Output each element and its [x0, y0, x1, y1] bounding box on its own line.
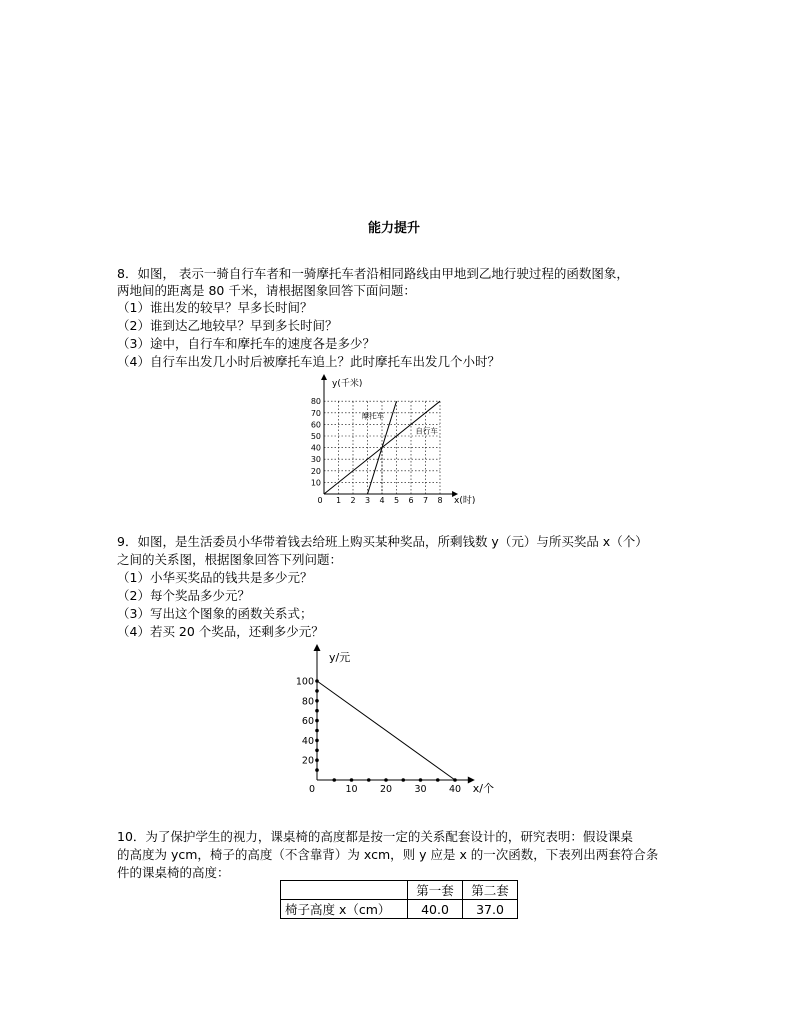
- x-tick-label: 5: [393, 496, 400, 505]
- y-axis-dot: [315, 729, 319, 733]
- y-tick-label: 20: [310, 466, 321, 476]
- table-row-label: 椅子高度 x（cm）: [281, 900, 408, 919]
- q8-line: 8．如图， 表示一骑自行车者和一骑摩托车者沿相同路线由甲地到乙地行驶过程的函数图象，: [117, 266, 629, 281]
- x-tick-label: 30: [414, 784, 427, 795]
- y-axis-arrow: [321, 374, 327, 380]
- y-tick-label: 30: [310, 455, 321, 465]
- y-axis-dot: [315, 719, 319, 723]
- x-tick-label: 0: [308, 784, 316, 795]
- q8-line: （1）谁出发的较早？早多长时间？: [117, 300, 313, 315]
- y-tick-label: 10: [310, 478, 321, 488]
- y-axis-dot: [315, 768, 319, 772]
- x-tick-label: 1: [335, 496, 342, 505]
- q9-line: （2）每个奖品多少元？: [117, 588, 250, 603]
- table-cell: 37.0: [463, 900, 518, 919]
- y-tick-label: 60: [301, 716, 314, 728]
- y-axis-label: y/元: [329, 651, 351, 664]
- table-header-cell: 第一套: [408, 881, 463, 900]
- x-axis-dot: [332, 778, 336, 782]
- y-axis-arrow: [314, 644, 321, 651]
- x-axis-dot: [384, 778, 388, 782]
- money-items-chart: [290, 640, 510, 805]
- q9-line: 9．如图，是生活委员小华带着钱去给班上购买某种奖品，所剩钱数 y（元）与所买奖品 x（个）: [117, 534, 648, 549]
- chair-height-table: [280, 880, 518, 919]
- y-tick-label: 80: [301, 696, 314, 708]
- series-line: [317, 681, 455, 780]
- q9-line: 之间的关系图，根据图象回答下列问题：: [117, 552, 343, 567]
- y-axis-dot: [315, 699, 319, 703]
- x-axis-dot: [401, 778, 405, 782]
- x-tick-label: 10: [345, 784, 358, 795]
- y-axis-dot: [315, 749, 319, 753]
- y-axis-label: y(千米): [332, 379, 363, 389]
- y-tick-label: 80: [310, 397, 321, 407]
- y-tick-label: 50: [310, 432, 321, 441]
- x-tick-label: 3: [364, 496, 371, 505]
- y-tick-label: 20: [301, 755, 314, 767]
- y-tick-label: 100: [295, 676, 314, 688]
- x-tick-label: 6: [408, 496, 414, 505]
- q9-line: （1）小华买奖品的钱共是多少元？: [117, 570, 313, 585]
- y-tick-label: 60: [310, 420, 321, 430]
- x-axis-dot: [436, 778, 440, 782]
- x-tick-label: 20: [379, 784, 393, 795]
- annotation-bicycle: 自行车: [415, 426, 438, 436]
- q10-line: 件的课桌椅的高度：: [117, 865, 230, 880]
- distance-time-chart: [300, 372, 500, 512]
- q10-line: 10．为了保护学生的视力，课桌椅的高度都是按一定的关系配套设计的，研究表明：假设课桌: [117, 829, 633, 844]
- q10-line: 的高度为 ycm，椅子的高度（不含靠背）为 xcm，则 y 应是 x 的一次函数，下表列出两套符合条: [117, 847, 659, 862]
- q8-line: （2）谁到达乙地较早？早到多长时间？: [117, 318, 338, 333]
- x-tick-label: 2: [350, 496, 356, 505]
- x-axis-dot: [367, 778, 371, 782]
- table-cell: 40.0: [408, 900, 463, 919]
- x-tick-label: 4: [379, 496, 385, 505]
- x-tick-label: 7: [422, 496, 429, 505]
- table-row: [281, 900, 518, 919]
- x-axis-label: x(时): [454, 496, 476, 506]
- x-axis-label: x/个: [472, 782, 495, 795]
- y-tick-label: 40: [301, 735, 314, 747]
- y-tick-label: 70: [310, 408, 321, 418]
- q9-line: （4）若买 20 个奖品，还剩多少元？: [117, 624, 324, 639]
- section-title: 能力提升: [368, 221, 421, 236]
- x-axis-dot: [350, 778, 354, 782]
- q9-line: （3）写出这个图象的函数关系式；: [117, 606, 313, 621]
- table-corner-cell: [281, 881, 408, 900]
- q8-line: 两地间的距离是 80 千米，请根据图象回答下面问题：: [117, 283, 416, 298]
- q8-line: （4）自行车出发几小时后被摩托车追上？此时摩托车出发几个小时？: [117, 354, 500, 369]
- y-axis-dot: [315, 689, 319, 693]
- x-tick-label: 40: [448, 784, 462, 795]
- y-axis-dot: [315, 739, 319, 743]
- x-axis-dot: [419, 778, 423, 782]
- x-tick-label: 0: [317, 496, 323, 505]
- x-tick-label: 8: [437, 496, 443, 505]
- q8-line: （3）途中，自行车和摩托车的速度各是多少？: [117, 336, 375, 351]
- table-header-row: [281, 881, 518, 900]
- annotation-motorcycle: 摩托车: [361, 411, 385, 421]
- y-axis-dot: [315, 709, 319, 713]
- y-tick-label: 40: [310, 443, 321, 453]
- y-axis-dot: [315, 758, 319, 762]
- table-header-cell: 第二套: [463, 881, 518, 900]
